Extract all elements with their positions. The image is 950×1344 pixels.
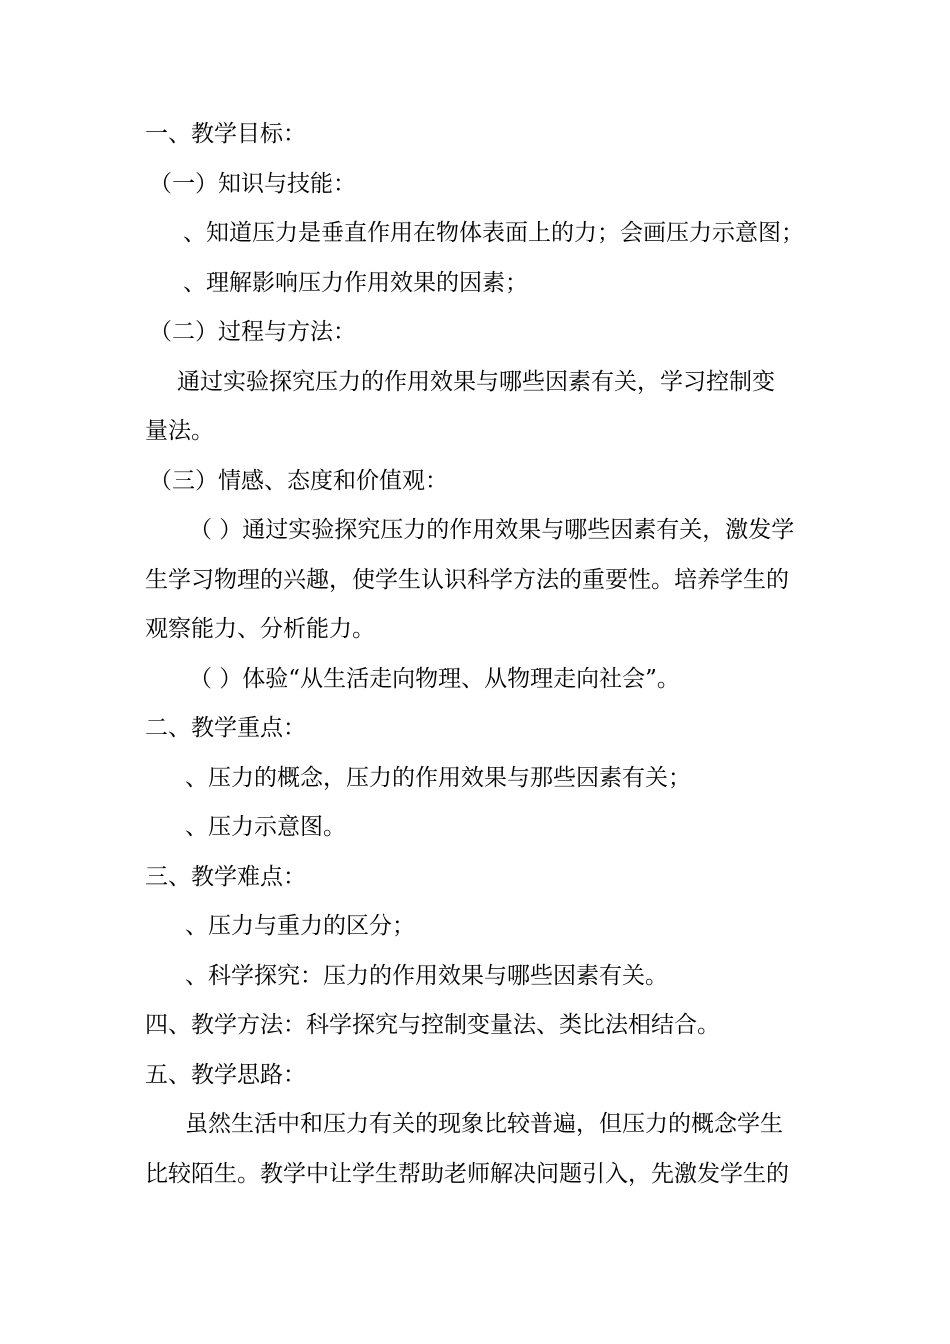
document-body — [145, 110, 810, 1199]
paragraph-line: 比较陌生。教学中让学生帮助老师解决问题引入，先激发学生的 — [145, 1160, 789, 1187]
paragraph-line: 生学习物理的兴趣，使学生认识科学方法的重要性。培养学生的 — [145, 566, 789, 593]
subsection-heading-knowledge: （一）知识与技能： — [149, 170, 356, 197]
subsection-heading-emotion: （三）情感、态度和价值观： — [149, 467, 448, 494]
paragraph-line: 观察能力、分析能力。 — [145, 616, 375, 642]
paragraph-line: （ ）通过实验探究压力的作用效果与哪些因素有关，激发学 — [189, 517, 795, 543]
list-item: 、压力的概念，压力的作用效果与那些因素有关； — [185, 764, 691, 791]
list-item: 、压力示意图。 — [185, 814, 346, 840]
section-heading-difficulties: 三、教学难点： — [145, 863, 306, 890]
paragraph-line: 通过实验探究压力的作用效果与哪些因素有关，学习控制变 — [177, 368, 775, 395]
subsection-heading-process: （二）过程与方法： — [149, 319, 356, 345]
list-item: 、理解影响压力作用效果的因素； — [183, 269, 528, 296]
paragraph-line: 量法。 — [145, 418, 214, 444]
list-item: 、科学探究：压力的作用效果与哪些因素有关。 — [185, 962, 668, 989]
section-heading-objectives: 一、教学目标： — [145, 121, 306, 147]
paragraph-line: （ ）体验“从生活走向物理、从物理走向社会”。 — [189, 665, 680, 692]
paragraph-line: 虽然生活中和压力有关的现象比较普遍，但压力的概念学生 — [185, 1111, 783, 1137]
section-heading-methods: 四、教学方法：科学探究与控制变量法、类比法相结合。 — [145, 1012, 720, 1038]
list-item: 、知道压力是垂直作用在物体表面上的力；会画压力示意图； — [183, 220, 804, 246]
section-heading-approach: 五、教学思路： — [145, 1061, 306, 1088]
list-item: 、压力与重力的区分； — [185, 913, 415, 939]
section-heading-key-points: 二、教学重点： — [145, 715, 306, 741]
